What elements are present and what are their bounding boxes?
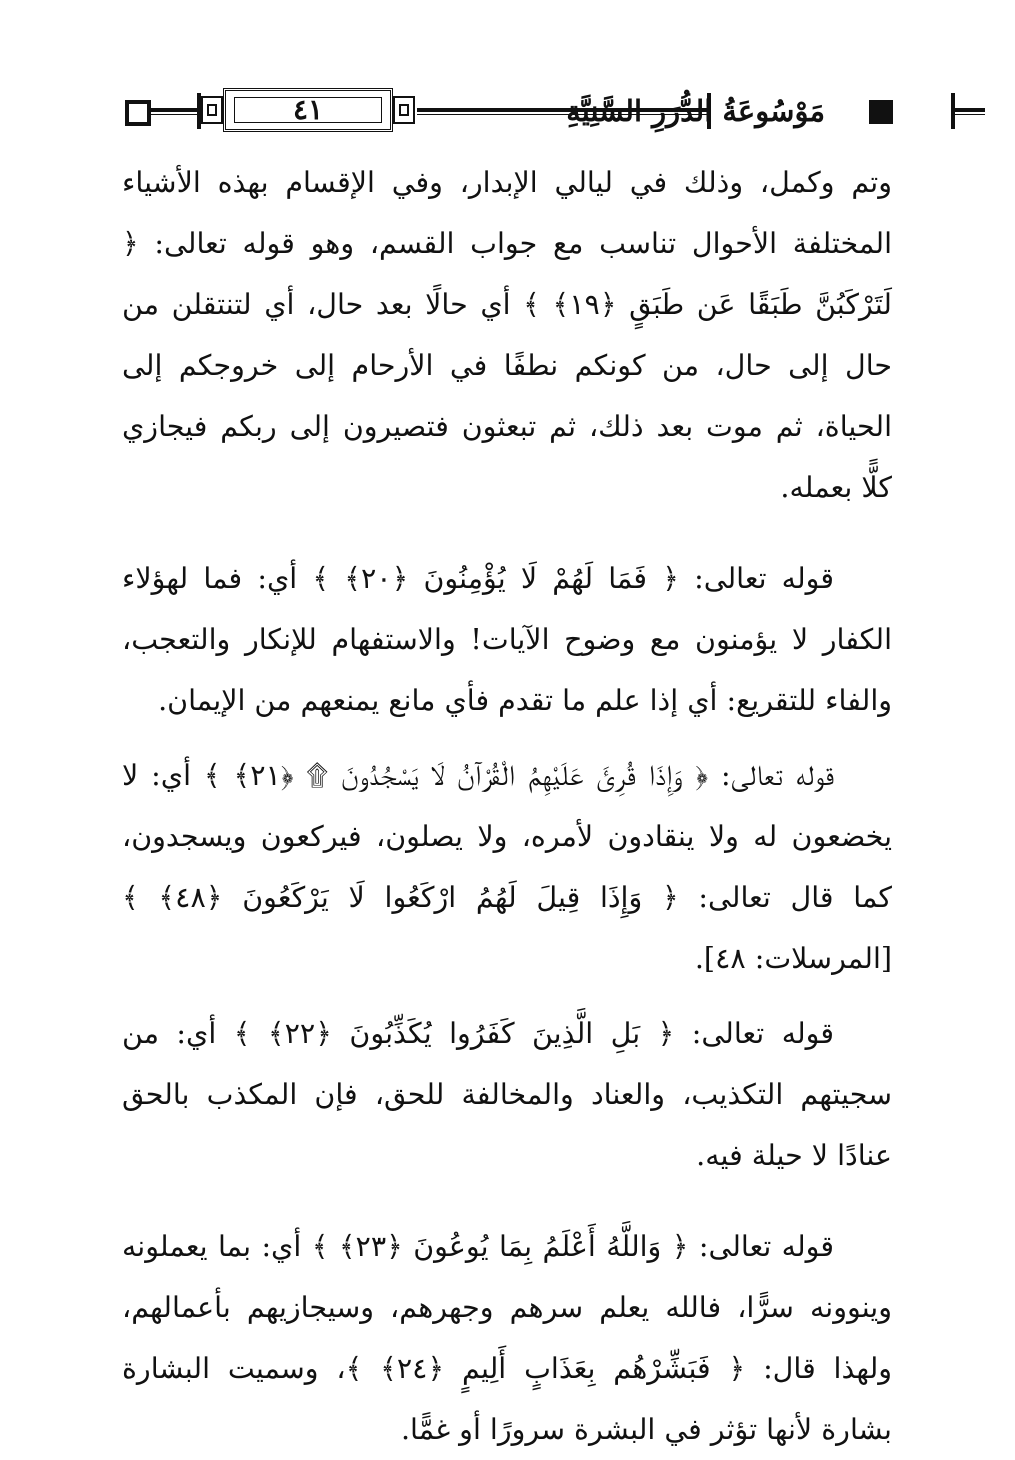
- header-knot-ornament: [393, 96, 415, 124]
- page-number-box: [223, 88, 393, 132]
- header-ornament-square-outline: [125, 100, 151, 126]
- paragraph: قوله تعالى: ﴿ وَاللَّهُ أَعْلَمُ بِمَا يُوعُونَ ﴿٢٣﴾ ﴾ أي: بما يعملونه وينوونه سرًّا، فالله يعلم سرهم وجهرهم، وسيجازيهم بأعمالهم، ولهذا قال: ﴿ فَبَشِّرْهُم بِعَذَابٍ أَلِيمٍ ﴿٢٤﴾ ﴾، وسميت البشارة بشارة لأنها تؤثر في البشرة سرورًا أو غمًّا.: [122, 1230, 893, 1446]
- page-number: ٤١: [292, 93, 324, 126]
- page-body: [122, 152, 892, 1460]
- header-knot-ornament: [201, 96, 223, 124]
- page-header: [125, 88, 893, 138]
- paragraph: وتم وكمل، وذلك في ليالي الإبدار، وفي الإقسام بهذه الأشياء المختلفة الأحوال تناسب مع جواب القسم، وهو قوله تعالى: ﴿ لَتَرْكَبُنَّ طَبَقًا عَن طَبَقٍ ﴿١٩﴾ ﴾ أي حالًا بعد حال، أي لتنتقلن من حال إلى حال، من كونكم نطفًا في الأرحام إلى خروجكم إلى الحياة، ثم موت بعد ذلك، ثم تبعثون فتصيرون إلى ربكم فيجازي كلًّا بعمله.: [122, 166, 892, 504]
- paragraph: قوله تعالى: ﴿ وَإِذَا قُرِئَ عَلَيْهِمُ الْقُرْآنُ لَا يَسْجُدُونَ ۩ ﴿٢١﴾ ﴾ أي: لا يخضعون له ولا ينقادون لأمره، ولا يصلون، فيركعون ويسجدون، كما قال تعالى: ﴿ وَإِذَا قِيلَ لَهُمُ ارْكَعُوا لَا يَرْكَعُونَ ﴿٤٨﴾ ﴾ [المرسلات: ٤٨].: [122, 759, 893, 975]
- paragraph: قوله تعالى: ﴿ بَلِ الَّذِينَ كَفَرُوا يُكَذِّبُونَ ﴿٢٢﴾ ﴾ أي: من سجيتهم التكذيب، والعناد والمخالفة للحق، فإن المكذب بالحق عنادًا لا حيلة فيه.: [122, 1017, 892, 1172]
- paragraph: قوله تعالى: ﴿ فَمَا لَهُمْ لَا يُؤْمِنُونَ ﴿٢٠﴾ ﴾ أي: فما لهؤلاء الكفار لا يؤمنون مع وضوح الآيات! والاستفهام للإنكار والتعجب، والفاء للتقريع: أي إذا علم ما تقدم فأي مانع يمنعهم من الإيمان.: [122, 562, 892, 717]
- book-title: مَوْسُوعَةُ الدُّرَرِ السَّنِيَّةِ: [566, 94, 825, 128]
- header-rule-right: [955, 108, 985, 115]
- header-rule-left: [151, 108, 197, 115]
- header-bar: [951, 93, 955, 129]
- header-ornament-square-filled: [869, 100, 893, 124]
